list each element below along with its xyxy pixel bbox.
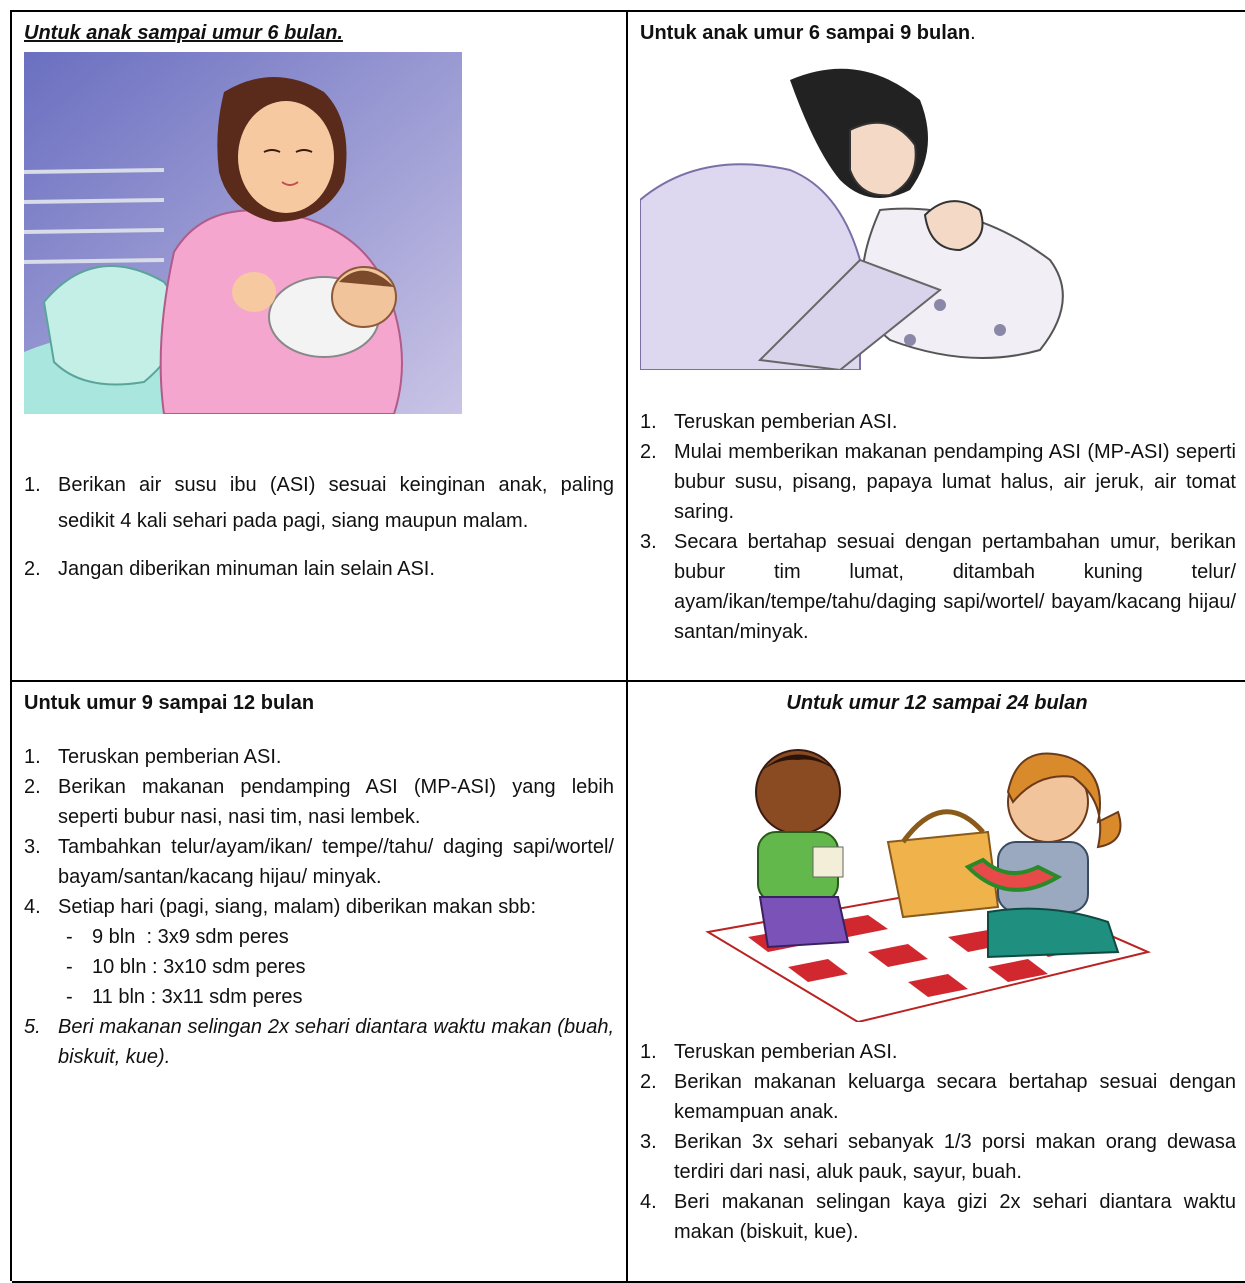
section-heading: Untuk anak sampai umur 6 bulan. <box>24 22 343 44</box>
section-6-9-months <box>628 12 1245 682</box>
list-item: 1. Teruskan pemberian ASI. <box>640 411 898 433</box>
list-item: 1. Teruskan pemberian ASI. <box>24 746 282 768</box>
list-item: 3. Secara bertahap sesuai dengan pertambahan umur, berikan bubur tim lumat, ditambah kuning telur/ ayam/ikan/tempe/tahu/daging sapi/wortel/ bayam/kacang hijau/ santan/minyak. <box>640 531 1236 643</box>
section-heading: Untuk anak umur 6 sampai 9 bulan. <box>640 22 976 44</box>
list-item: 4. Beri makanan selingan kaya gizi 2x sehari diantara waktu makan (biskuit, kue). <box>640 1191 1236 1243</box>
instruction-list <box>24 742 614 1072</box>
section-0-6-months <box>12 12 628 682</box>
list-item: 1. Berikan air susu ibu (ASI) sesuai keinginan anak, paling sedikit 4 kali sehari pada pagi, siang maupun malam. <box>24 474 614 532</box>
children-picnic-illustration <box>688 732 1158 1022</box>
section-12-24-months <box>628 682 1245 1283</box>
section-9-12-months <box>12 682 628 1283</box>
section-heading: Untuk umur 12 sampai 24 bulan <box>786 692 1088 714</box>
instruction-list <box>24 467 614 587</box>
portion-list <box>58 922 614 1012</box>
portion-item: - 11 bln : 3x11 sdm peres <box>66 986 303 1008</box>
list-item: 5. Beri makanan selingan 2x sehari diantara waktu makan (buah, biskuit, kue). <box>24 1016 614 1068</box>
list-item: 2. Mulai memberikan makanan pendamping ASI (MP-ASI) seperti bubur susu, pisang, papaya lumat halus, air jeruk, air tomat saring. <box>640 441 1236 523</box>
list-item: 2. Berikan makanan keluarga secara bertahap sesuai dengan kemampuan anak. <box>640 1071 1236 1123</box>
list-item: 3. Berikan 3x sehari sebanyak 1/3 porsi makan orang dewasa terdiri dari nasi, aluk pauk, sayur, buah. <box>640 1131 1236 1183</box>
list-item: 2. Berikan makanan pendamping ASI (MP-ASI) yang lebih seperti bubur nasi, nasi tim, nasi lembek. <box>24 776 614 828</box>
section-heading: Untuk umur 9 sampai 12 bulan <box>24 692 315 714</box>
feeding-guide-table <box>10 10 1245 1281</box>
list-item: 4. Setiap hari (pagi, siang, malam) diberikan makan sbb: - 9 bln : 3x9 sdm peres - 10 bln : 3x10 sdm peres - 11 bln : 3x11 sdm peres <box>24 892 614 1012</box>
mother-breastfeeding-illustration <box>24 52 462 414</box>
list-item: 1. Teruskan pemberian ASI. <box>640 1041 898 1063</box>
list-item: 2. Jangan diberikan minuman lain selain ASI. <box>24 558 435 580</box>
instruction-list <box>640 1037 1236 1247</box>
portion-item: - 10 bln : 3x10 sdm peres <box>66 956 306 978</box>
mother-breastfeeding-sketch <box>640 60 1080 370</box>
instruction-list <box>640 407 1236 647</box>
portion-item: - 9 bln : 3x9 sdm peres <box>66 926 289 948</box>
list-item: 3. Tambahkan telur/ayam/ikan/ tempe//tahu/ daging sapi/wortel/ bayam/santan/kacang hijau/ minyak. <box>24 836 614 888</box>
